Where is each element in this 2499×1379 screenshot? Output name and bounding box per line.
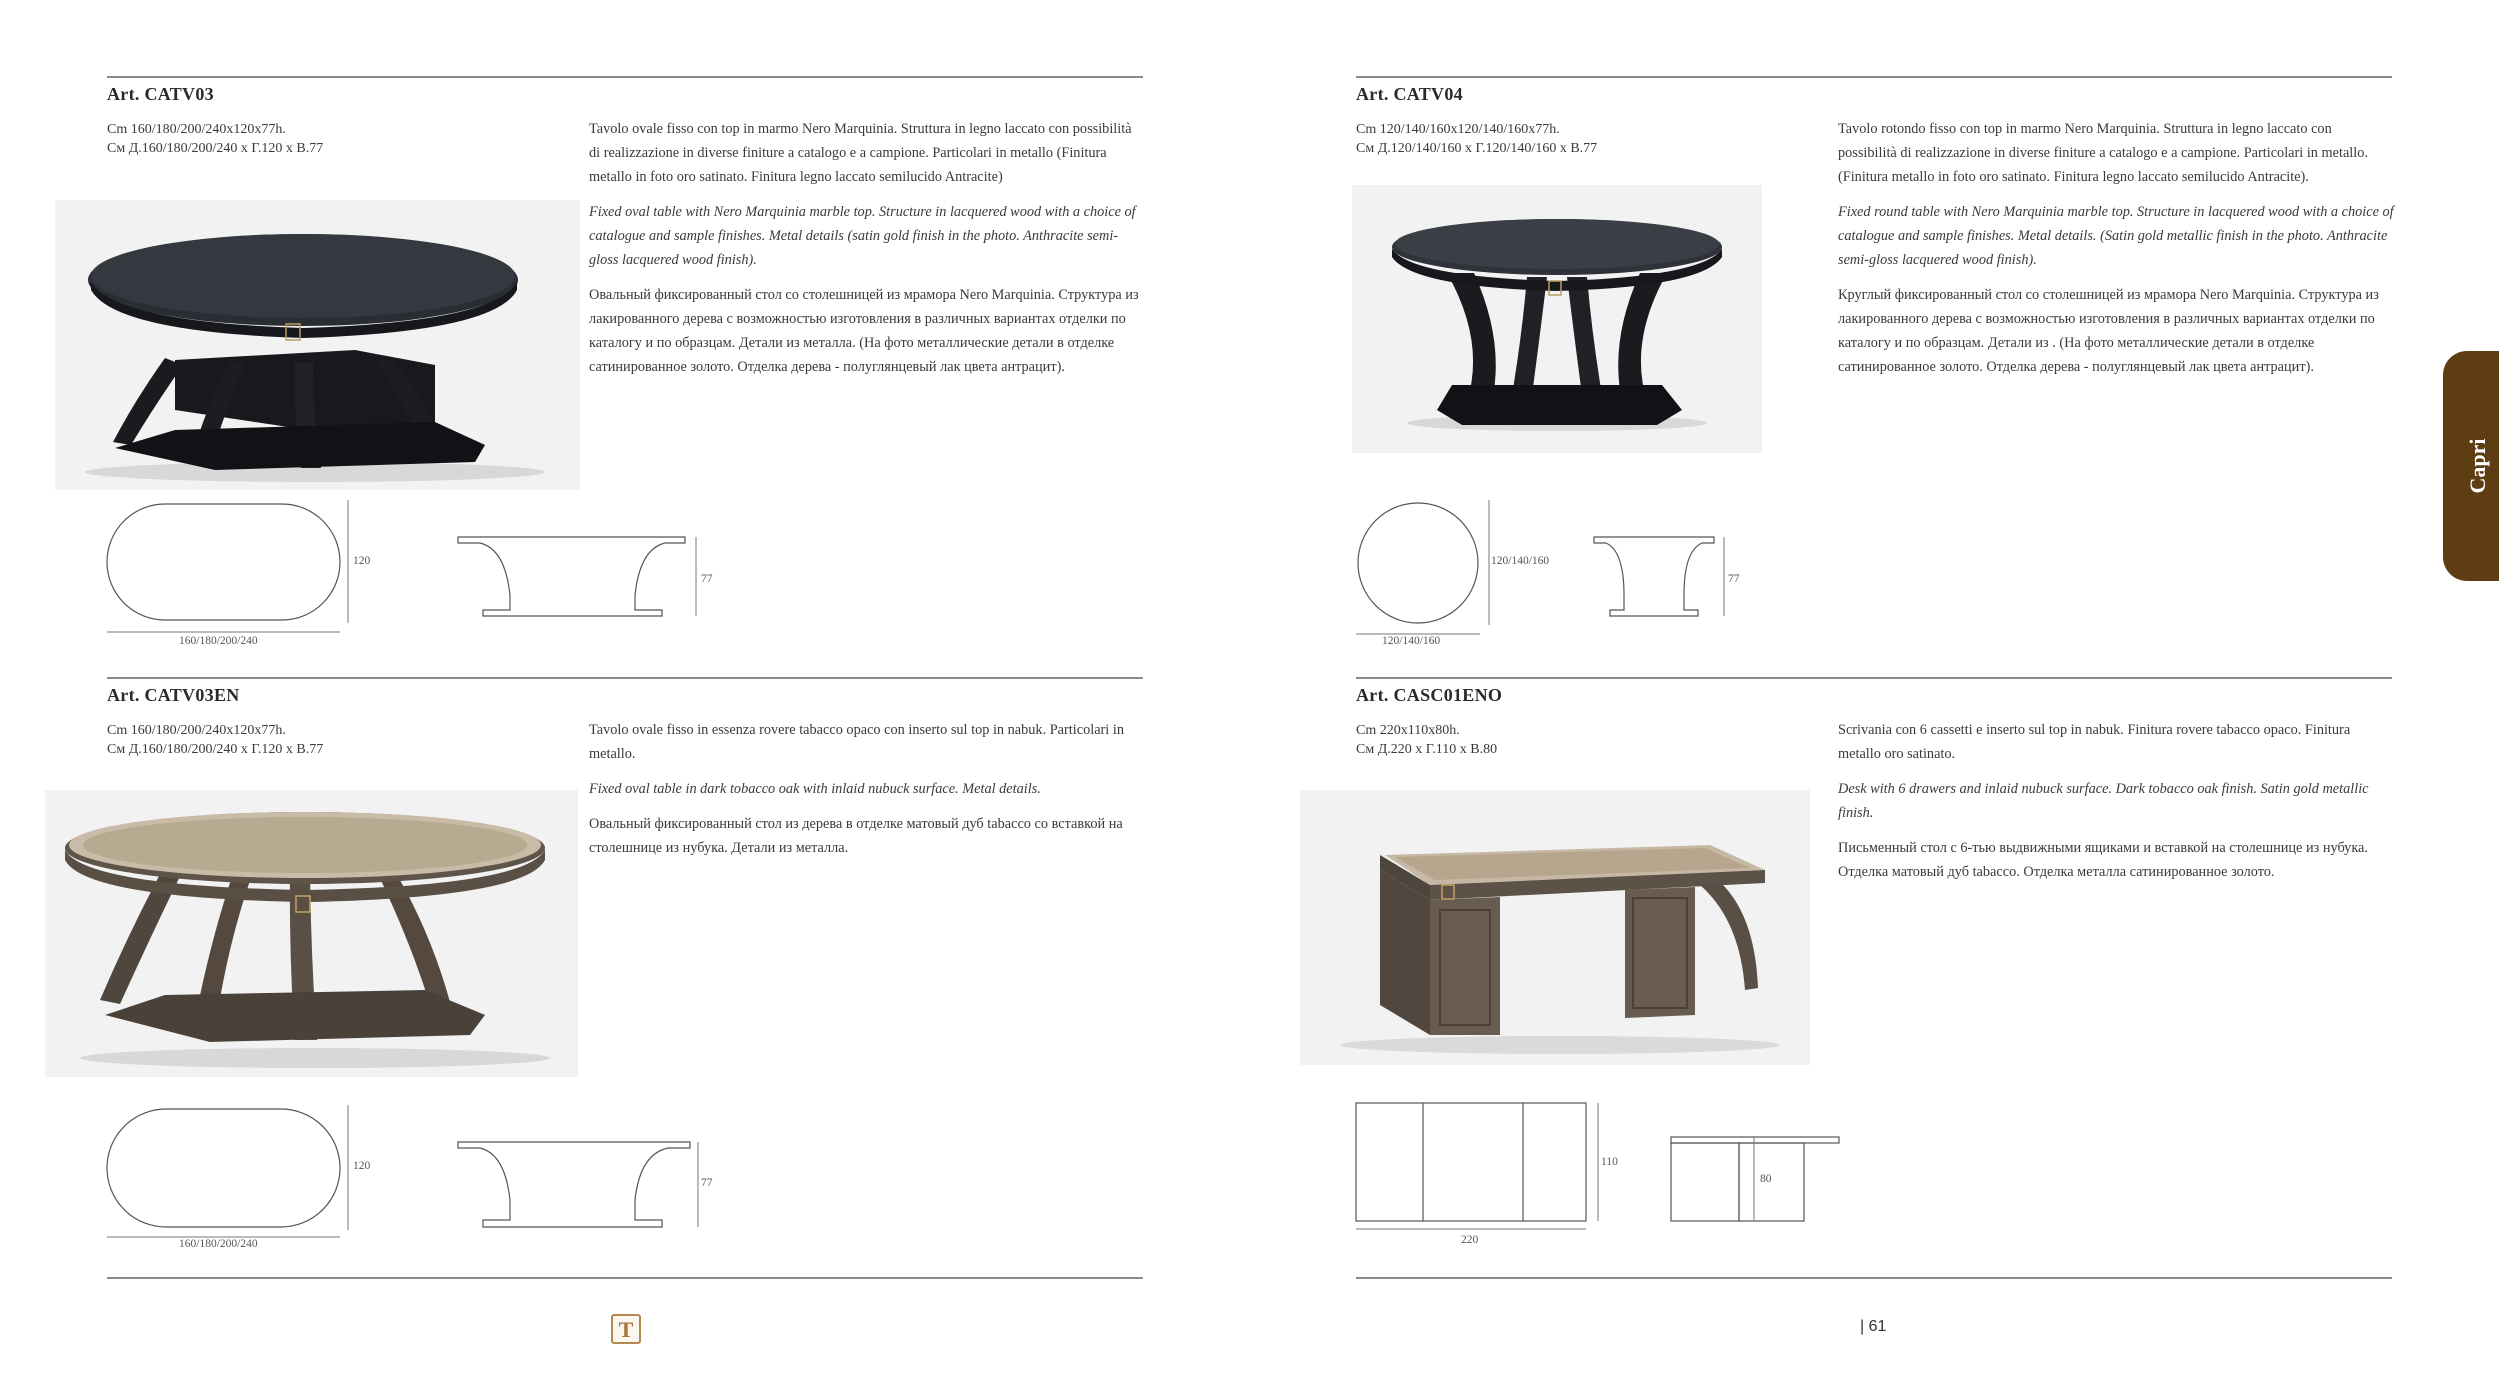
product-sketch [1350,1095,1770,1255]
depth-label: 120/140/160 [1491,555,1550,567]
product-title: Art. CATV04 [1356,84,1463,104]
product-photo [1352,185,1762,453]
product-photo [55,200,580,490]
product-photo [45,790,578,1077]
product-dimensions [107,721,323,759]
dimensions-it: Cm 220x110x80h. [1356,723,1460,738]
product-description [1838,117,2394,390]
description-ru: Овальный фиксированный стол из дерева в отделке матовый дуб tabacco со вставкой на столешнице из нубука. Детали из металла. [589,816,1123,856]
dimensions-ru: См Д.160/180/200/240 х Г.120 х В.77 [107,742,324,757]
description-en: Fixed oval table in dark tobacco oak with inlaid nubuck surface. Metal details. [589,781,1041,797]
depth-label: 120 [353,1160,371,1172]
rule-bottom-right [1356,1277,2392,1279]
oval-marble-table-illustration [55,200,580,490]
description-it: Tavolo rotondo fisso con top in marmo Nero Marquinia. Struttura in legno laccato con possibilità di realizzazione in diverse finiture a catalogo e a campione. Particolari in metallo. (Finitura metallo in foto oro satinato. Finitura legno laccato semilucido Antracite). [1838,121,2368,185]
description-en: Fixed oval table with Nero Marquinia marble top. Structure in lacquered wood with a choice of catalogue and sample finishes. Metal details (satin gold finish in the photo. Anthracite semi-gloss lacquered wood finish). [589,204,1136,268]
round-marble-table-illustration [1352,185,1762,453]
description-it: Tavolo ovale fisso in essenza rovere tabacco opaco con inserto sul top in nabuk. Particolari in metallo. [589,722,1124,762]
page-number: | 61 [1860,1318,1887,1335]
description-en: Desk with 6 drawers and inlaid nubuck surface. Dark tobacco oak finish. Satin gold metallic finish. [1838,781,2369,821]
rule-top-left [107,76,1143,78]
dimensions-it: Cm 160/180/200/240x120x77h. [107,122,286,137]
dimensions-ru: См Д.120/140/160 х Г.120/140/160 х В.77 [1356,141,1598,156]
dimensions-it: Cm 120/140/160x120/140/160x77h. [1356,122,1560,137]
product-title: Art. CASC01ENO [1356,685,1503,705]
depth-label: 120 [353,555,371,567]
height-label: 80 [1760,1173,1772,1185]
product-photo [1300,790,1810,1065]
description-ru: Письменный стол с 6-тью выдвижными ящиками и вставкой на столешнице из нубука. Отделка матовый дуб tabacco. Отделка металла сатинированное золото. [1838,840,2368,880]
height-label: 77 [1728,573,1740,585]
product-dimensions [107,120,323,158]
brand-logo-letter: T [618,1317,634,1342]
product-title: Art. CATV03 [107,84,214,104]
rule-mid-left [107,677,1143,679]
product-sketch [100,1100,720,1260]
rule-top-right [1356,76,2392,78]
width-label: 160/180/200/240 [179,635,258,647]
oak-desk-illustration [1300,790,1810,1065]
product-title: Art. CATV03EN [107,685,240,705]
width-label: 120/140/160 [1382,635,1441,647]
product-sketch [1350,495,1750,655]
oval-oak-table-illustration [45,790,578,1077]
description-it: Tavolo ovale fisso con top in marmo Nero Marquinia. Struttura in legno laccato con possibilità di realizzazione in diverse finiture a catalogo e a campione. Particolari in metallo (Finitura metallo in foto oro satinato. Finitura legno laccato semilucido Antracite) [589,121,1132,185]
width-label: 160/180/200/240 [179,1238,258,1250]
width-label: 220 [1461,1234,1479,1246]
dimensions-ru: См Д.160/180/200/240 х Г.120 х В.77 [107,141,324,156]
rule-bottom-left [107,1277,1143,1279]
brand-logo-icon [611,1314,641,1344]
product-description [589,718,1145,871]
section-tab-label: Capri [2465,438,2490,494]
product-dimensions [1356,721,1497,759]
description-it: Scrivania con 6 cassetti e inserto sul top in nabuk. Finitura rovere tabacco opaco. Finitura metallo oro satinato. [1838,722,2351,762]
height-label: 77 [701,1177,713,1189]
product-dimensions [1356,120,1597,158]
depth-label: 110 [1601,1156,1618,1168]
description-en: Fixed round table with Nero Marquinia marble top. Structure in lacquered wood with a choice of catalogue and sample finishes. Metal details. (Satin gold metallic finish in the photo. Anthracite semi-gloss lacquered wood finish). [1838,204,2394,268]
height-label: 77 [701,573,713,585]
description-ru: Круглый фиксированный стол со столешницей из мрамора Nero Marquinia. Структура из лакированного дерева с возможностью изготовления в различных вариантах отделки по каталогу и по образцам. Детали из . (На фото металлические детали в отделке сатинированное золото. Отделка дерева - полуглянцевый лак цвета антрацит). [1838,287,2379,375]
rule-mid-right [1356,677,2392,679]
product-description [1838,718,2394,895]
section-tab[interactable] [2443,351,2499,581]
product-sketch [100,495,720,655]
product-description [589,117,1145,390]
dimensions-it: Cm 160/180/200/240x120x77h. [107,723,286,738]
description-ru: Овальный фиксированный стол со столешницей из мрамора Nero Marquinia. Структура из лакированного дерева с возможностью изготовления в различных вариантах отделки по каталогу и по образцам. Детали из металла. (На фото металлические детали в отделке сатинированное золото. Отделка дерева - полуглянцевый лак цвета антрацит). [589,287,1139,375]
dimensions-ru: См Д.220 х Г.110 х В.80 [1356,742,1498,757]
